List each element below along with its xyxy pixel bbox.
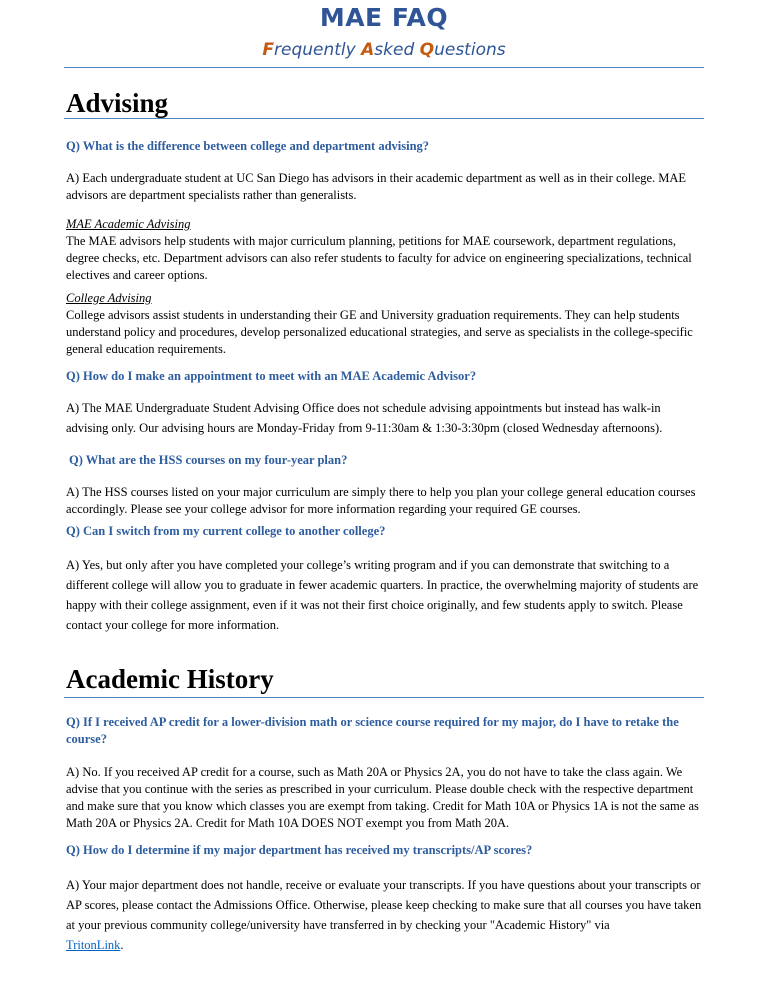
header-divider xyxy=(64,67,704,68)
subsection-text: College advisors assist students in understanding their GE and University graduation requirements. They can help students understand policy and procedures, develop personalized educational strategies, and serve as specialists in the college-specific general education requirements. xyxy=(66,308,693,356)
faq-question: Q) Can I switch from my current college to another college? xyxy=(66,524,386,538)
tritonlink-link[interactable]: TritonLink xyxy=(66,938,121,952)
faq-question: Q) What are the HSS courses on my four-year plan? xyxy=(69,453,348,467)
subtitle-word-rest: uestions xyxy=(434,40,506,60)
subsection-heading-mae-academic-advising: MAE Academic Advising xyxy=(66,217,191,231)
faq-question: Q) How do I make an appointment to meet with an MAE Academic Advisor? xyxy=(66,369,477,383)
subsection-text: The MAE advisors help students with major curriculum planning, petitions for MAE coursework, department regulations, degree checks, etc. Department advisors can also refer students to faculty for advice on engineering specializations, technical electives and career options. xyxy=(66,234,692,282)
answer-text: A) Your major department does not handle, receive or evaluate your transcripts. If you have questions about your transcripts or AP scores, please contact the Admissions Office. Otherwise, please keep checking to make sure that all courses you have taken at your previous community college/university have transferred in by checking your "Academic History" via xyxy=(66,878,702,932)
subtitle-word-rest: requently xyxy=(274,40,362,60)
section-divider xyxy=(64,697,704,698)
faq-subsection xyxy=(66,290,706,358)
document-subtitle xyxy=(64,39,704,61)
faq-answer: A) Each undergraduate student at UC San Diego has advisors in their academic department as well as in their college. MAE advisors are department specialists rather than generalists. xyxy=(66,171,687,202)
faq-answer: A) Yes, but only after you have completed your college’s writing program and if you can demonstrate that switching to a different college will allow you to graduate in fewer academic quarters. In practice, the overwhelming majority of students are happy with their college assignment, even if it was not their first choice originally, and few students apply to switch. Please contact your college for more information. xyxy=(66,558,699,632)
section-title-academic-history: Academic History xyxy=(66,664,274,694)
faq-answer: A) The MAE Undergraduate Student Advising Office does not schedule advising appointments but instead has walk-in advising only. Our advising hours are Monday-Friday from 9-11:30am & 1:30-3:30pm (closed Wednesday afternoons). xyxy=(66,401,663,435)
subtitle-initial-f: F xyxy=(262,40,274,60)
document-title: MAE FAQ xyxy=(319,3,449,32)
answer-end: . xyxy=(120,938,124,952)
subsection-heading-college-advising: College Advising xyxy=(66,291,152,305)
section-title-advising: Advising xyxy=(66,88,169,118)
faq-answer xyxy=(66,875,706,955)
section-divider xyxy=(64,118,704,119)
subtitle-initial-a: A xyxy=(361,40,375,60)
subtitle-initial-q: Q xyxy=(419,40,435,60)
faq-answer: A) No. If you received AP credit for a course, such as Math 20A or Physics 2A, you do not have to take the class again. We advise that you continue with the series as prescribed in your curriculum. Please double check with the respective department and make sure that you know which classes you are exempt from taking. Credit for Math 10A or Physics 1A is not the same as Math 20A or Physics 2A. Credit for Math 10A DOES NOT exempt you from Math 20A. xyxy=(66,765,699,830)
faq-answer: A) The HSS courses listed on your major curriculum are simply there to help you plan your college general education courses accordingly. Please see your college advisor for more information regarding your required GE courses. xyxy=(66,485,696,516)
document-header xyxy=(64,2,704,61)
faq-subsection xyxy=(66,216,706,284)
faq-question: Q) How do I determine if my major department has received my transcripts/AP scores? xyxy=(66,843,533,857)
faq-question: Q) If I received AP credit for a lower-division math or science course required for my major, do I have to retake the course? xyxy=(66,715,679,746)
subtitle-word-rest: sked xyxy=(374,40,420,60)
faq-question: Q) What is the difference between college and department advising? xyxy=(66,139,430,153)
